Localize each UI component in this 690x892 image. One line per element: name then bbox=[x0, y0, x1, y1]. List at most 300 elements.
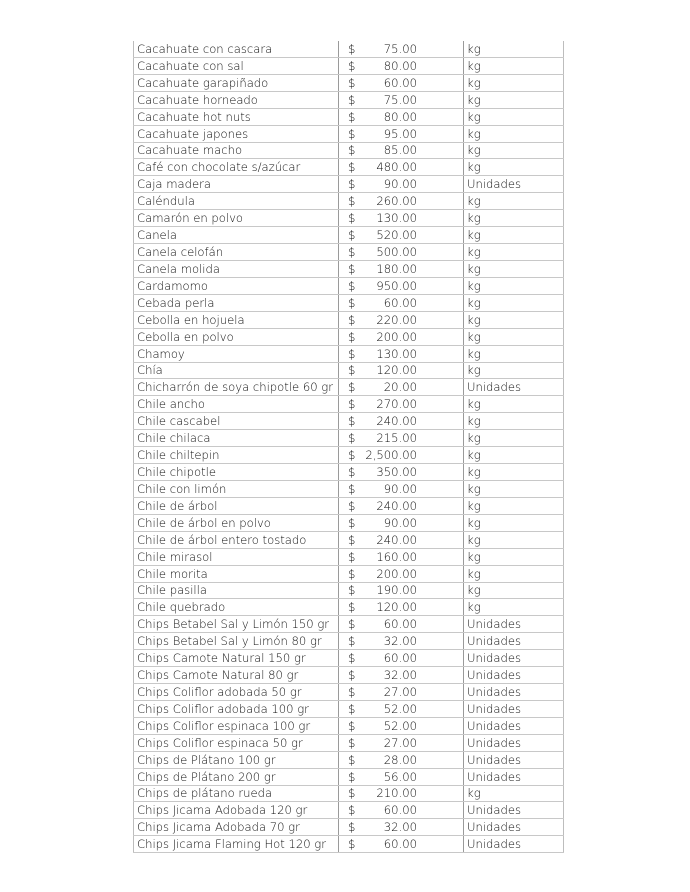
table-row bbox=[134, 464, 564, 481]
price-wrap bbox=[339, 177, 463, 192]
currency-symbol: $ bbox=[348, 684, 356, 699]
table-row bbox=[134, 734, 564, 751]
price-wrap bbox=[339, 143, 463, 158]
price-amount: 60.00 bbox=[383, 803, 417, 818]
price-amount: 500.00 bbox=[376, 244, 417, 259]
price-cell bbox=[339, 734, 464, 751]
table-row bbox=[134, 362, 564, 379]
price-amount: 180.00 bbox=[376, 261, 417, 276]
currency-symbol: $ bbox=[348, 109, 356, 124]
product-name-cell: Cebolla en polvo bbox=[134, 328, 339, 345]
price-cell bbox=[339, 836, 464, 853]
price-cell bbox=[339, 819, 464, 836]
price-cell bbox=[339, 176, 464, 193]
table-row bbox=[134, 650, 564, 667]
unit-cell: kg bbox=[464, 345, 564, 362]
price-cell bbox=[339, 294, 464, 311]
price-wrap bbox=[339, 414, 463, 429]
product-name-cell: Chips de plátano rueda bbox=[134, 785, 339, 802]
unit-cell: kg bbox=[464, 480, 564, 497]
currency-symbol: $ bbox=[348, 58, 356, 73]
product-name-cell: Café con chocolate s/azúcar bbox=[134, 159, 339, 176]
currency-symbol: $ bbox=[348, 549, 356, 564]
price-cell bbox=[339, 514, 464, 531]
price-cell bbox=[339, 328, 464, 345]
product-name-cell: Chips Camote Natural 80 gr bbox=[134, 667, 339, 684]
price-cell bbox=[339, 41, 464, 57]
price-wrap bbox=[339, 634, 463, 649]
price-cell bbox=[339, 311, 464, 328]
currency-symbol: $ bbox=[348, 126, 356, 141]
price-cell bbox=[339, 193, 464, 210]
product-name-cell: Camarón en polvo bbox=[134, 210, 339, 227]
currency-symbol: $ bbox=[348, 380, 356, 395]
price-cell bbox=[339, 159, 464, 176]
price-cell bbox=[339, 277, 464, 294]
price-cell bbox=[339, 379, 464, 396]
price-cell bbox=[339, 74, 464, 91]
product-name-cell: Canela bbox=[134, 227, 339, 244]
unit-cell: kg bbox=[464, 260, 564, 277]
price-cell bbox=[339, 345, 464, 362]
price-wrap bbox=[339, 685, 463, 700]
price-cell bbox=[339, 633, 464, 650]
price-cell bbox=[339, 684, 464, 701]
price-amount: 95.00 bbox=[383, 126, 417, 141]
price-wrap bbox=[339, 330, 463, 345]
price-amount: 80.00 bbox=[383, 58, 417, 73]
product-name-cell: Chips Coliflor adobada 100 gr bbox=[134, 700, 339, 717]
currency-symbol: $ bbox=[348, 414, 356, 429]
table-row bbox=[134, 667, 564, 684]
price-wrap bbox=[339, 245, 463, 260]
table-row bbox=[134, 413, 564, 430]
unit-cell: Unidades bbox=[464, 176, 564, 193]
price-amount: 27.00 bbox=[383, 684, 417, 699]
price-wrap bbox=[339, 397, 463, 412]
unit-cell: Unidades bbox=[464, 751, 564, 768]
table-row bbox=[134, 159, 564, 176]
price-amount: 120.00 bbox=[376, 363, 417, 378]
currency-symbol: $ bbox=[348, 634, 356, 649]
price-cell bbox=[339, 210, 464, 227]
price-amount: 215.00 bbox=[376, 431, 417, 446]
currency-symbol: $ bbox=[348, 583, 356, 598]
price-wrap bbox=[339, 431, 463, 446]
price-amount: 130.00 bbox=[376, 211, 417, 226]
table-row bbox=[134, 176, 564, 193]
table-row bbox=[134, 751, 564, 768]
price-cell bbox=[339, 802, 464, 819]
table-row bbox=[134, 531, 564, 548]
price-cell bbox=[339, 244, 464, 261]
currency-symbol: $ bbox=[348, 177, 356, 192]
price-wrap bbox=[339, 499, 463, 514]
table-row bbox=[134, 41, 564, 57]
table-row bbox=[134, 717, 564, 734]
product-name-cell: Chips Betabel Sal y Limón 80 gr bbox=[134, 633, 339, 650]
product-name-cell: Cacahuate macho bbox=[134, 142, 339, 159]
unit-cell: Unidades bbox=[464, 667, 564, 684]
table-row bbox=[134, 548, 564, 565]
product-name-cell: Chile con limón bbox=[134, 480, 339, 497]
currency-symbol: $ bbox=[348, 481, 356, 496]
currency-symbol: $ bbox=[348, 75, 356, 90]
unit-cell: kg bbox=[464, 362, 564, 379]
unit-cell: kg bbox=[464, 514, 564, 531]
product-name-cell: Chips Jicama Adobada 70 gr bbox=[134, 819, 339, 836]
price-wrap bbox=[339, 313, 463, 328]
product-name-cell: Chile de árbol entero tostado bbox=[134, 531, 339, 548]
unit-cell: kg bbox=[464, 447, 564, 464]
currency-symbol: $ bbox=[348, 464, 356, 479]
product-name-cell: Chips Betabel Sal y Limón 150 gr bbox=[134, 616, 339, 633]
unit-cell: kg bbox=[464, 311, 564, 328]
currency-symbol: $ bbox=[348, 617, 356, 632]
unit-cell: kg bbox=[464, 125, 564, 142]
table-row bbox=[134, 142, 564, 159]
price-wrap bbox=[339, 786, 463, 801]
price-amount: 130.00 bbox=[376, 346, 417, 361]
price-amount: 90.00 bbox=[383, 481, 417, 496]
product-name-cell: Canela molida bbox=[134, 260, 339, 277]
price-cell bbox=[339, 125, 464, 142]
price-wrap bbox=[339, 736, 463, 751]
table-row bbox=[134, 819, 564, 836]
unit-cell: kg bbox=[464, 497, 564, 514]
product-name-cell: Chile cascabel bbox=[134, 413, 339, 430]
price-amount: 20.00 bbox=[383, 380, 417, 395]
currency-symbol: $ bbox=[348, 566, 356, 581]
price-cell bbox=[339, 362, 464, 379]
price-cell bbox=[339, 91, 464, 108]
table-row bbox=[134, 91, 564, 108]
unit-cell: kg bbox=[464, 41, 564, 57]
price-amount: 260.00 bbox=[376, 194, 417, 209]
price-wrap bbox=[339, 127, 463, 142]
price-amount: 240.00 bbox=[376, 532, 417, 547]
product-name-cell: Chile chiltepin bbox=[134, 447, 339, 464]
currency-symbol: $ bbox=[348, 651, 356, 666]
currency-symbol: $ bbox=[348, 261, 356, 276]
price-cell bbox=[339, 616, 464, 633]
price-wrap bbox=[339, 448, 463, 463]
price-cell bbox=[339, 57, 464, 74]
price-wrap bbox=[339, 363, 463, 378]
price-amount: 80.00 bbox=[383, 109, 417, 124]
table-row bbox=[134, 328, 564, 345]
price-cell bbox=[339, 582, 464, 599]
price-wrap bbox=[339, 347, 463, 362]
unit-cell: Unidades bbox=[464, 717, 564, 734]
unit-cell: kg bbox=[464, 74, 564, 91]
price-cell bbox=[339, 142, 464, 159]
unit-cell: kg bbox=[464, 91, 564, 108]
currency-symbol: $ bbox=[348, 837, 356, 852]
price-amount: 27.00 bbox=[383, 735, 417, 750]
price-amount: 90.00 bbox=[383, 177, 417, 192]
price-cell bbox=[339, 480, 464, 497]
price-wrap bbox=[339, 59, 463, 74]
product-name-cell: Cebada perla bbox=[134, 294, 339, 311]
price-wrap bbox=[339, 837, 463, 852]
price-amount: 950.00 bbox=[376, 278, 417, 293]
price-cell bbox=[339, 565, 464, 582]
table-row bbox=[134, 514, 564, 531]
price-cell bbox=[339, 548, 464, 565]
price-cell bbox=[339, 108, 464, 125]
unit-cell: kg bbox=[464, 413, 564, 430]
price-wrap bbox=[339, 76, 463, 91]
unit-cell: kg bbox=[464, 159, 564, 176]
currency-symbol: $ bbox=[348, 803, 356, 818]
price-wrap bbox=[339, 262, 463, 277]
price-cell bbox=[339, 531, 464, 548]
table-row bbox=[134, 396, 564, 413]
unit-cell: kg bbox=[464, 244, 564, 261]
currency-symbol: $ bbox=[348, 397, 356, 412]
table-row bbox=[134, 480, 564, 497]
price-amount: 520.00 bbox=[376, 228, 417, 243]
unit-cell: kg bbox=[464, 531, 564, 548]
table-row bbox=[134, 633, 564, 650]
table-row bbox=[134, 700, 564, 717]
currency-symbol: $ bbox=[348, 143, 356, 158]
table-row bbox=[134, 684, 564, 701]
currency-symbol: $ bbox=[348, 194, 356, 209]
unit-cell: Unidades bbox=[464, 700, 564, 717]
unit-cell: kg bbox=[464, 785, 564, 802]
unit-cell: kg bbox=[464, 464, 564, 481]
unit-cell: Unidades bbox=[464, 802, 564, 819]
unit-cell: Unidades bbox=[464, 379, 564, 396]
table-row bbox=[134, 260, 564, 277]
price-wrap bbox=[339, 651, 463, 666]
price-amount: 200.00 bbox=[376, 329, 417, 344]
price-wrap bbox=[339, 211, 463, 226]
product-name-cell: Chips Camote Natural 150 gr bbox=[134, 650, 339, 667]
price-amount: 52.00 bbox=[383, 701, 417, 716]
price-amount: 350.00 bbox=[376, 464, 417, 479]
price-cell bbox=[339, 667, 464, 684]
table-row bbox=[134, 565, 564, 582]
price-wrap bbox=[339, 702, 463, 717]
product-name-cell: Chile de árbol en polvo bbox=[134, 514, 339, 531]
product-name-cell: Caja madera bbox=[134, 176, 339, 193]
price-amount: 75.00 bbox=[383, 41, 417, 56]
price-wrap bbox=[339, 567, 463, 582]
table-row bbox=[134, 227, 564, 244]
price-amount: 220.00 bbox=[376, 312, 417, 327]
price-wrap bbox=[339, 194, 463, 209]
price-amount: 60.00 bbox=[383, 651, 417, 666]
table-row bbox=[134, 210, 564, 227]
unit-cell: kg bbox=[464, 57, 564, 74]
currency-symbol: $ bbox=[348, 600, 356, 615]
price-list-table bbox=[133, 41, 564, 853]
price-cell bbox=[339, 751, 464, 768]
price-cell bbox=[339, 785, 464, 802]
price-amount: 75.00 bbox=[383, 92, 417, 107]
product-name-cell: Chips Coliflor adobada 50 gr bbox=[134, 684, 339, 701]
price-wrap bbox=[339, 160, 463, 175]
price-wrap bbox=[339, 753, 463, 768]
price-wrap bbox=[339, 770, 463, 785]
table-row bbox=[134, 616, 564, 633]
price-wrap bbox=[339, 803, 463, 818]
product-name-cell: Chía bbox=[134, 362, 339, 379]
currency-symbol: $ bbox=[348, 244, 356, 259]
unit-cell: kg bbox=[464, 328, 564, 345]
product-name-cell: Chile quebrado bbox=[134, 599, 339, 616]
price-amount: 90.00 bbox=[383, 515, 417, 530]
price-wrap bbox=[339, 93, 463, 108]
unit-cell: kg bbox=[464, 565, 564, 582]
table-row bbox=[134, 108, 564, 125]
price-cell bbox=[339, 227, 464, 244]
table-row bbox=[134, 277, 564, 294]
price-cell bbox=[339, 700, 464, 717]
price-amount: 28.00 bbox=[383, 752, 417, 767]
price-wrap bbox=[339, 42, 463, 57]
table-row bbox=[134, 125, 564, 142]
product-name-cell: Cacahuate japones bbox=[134, 125, 339, 142]
table-row bbox=[134, 294, 564, 311]
price-wrap bbox=[339, 533, 463, 548]
product-name-cell: Caléndula bbox=[134, 193, 339, 210]
table-row bbox=[134, 785, 564, 802]
price-cell bbox=[339, 447, 464, 464]
table-row bbox=[134, 802, 564, 819]
price-cell bbox=[339, 464, 464, 481]
unit-cell: kg bbox=[464, 227, 564, 244]
table-row bbox=[134, 311, 564, 328]
product-name-cell: Chips Jicama Adobada 120 gr bbox=[134, 802, 339, 819]
unit-cell: kg bbox=[464, 142, 564, 159]
price-amount: 32.00 bbox=[383, 634, 417, 649]
price-wrap bbox=[339, 583, 463, 598]
product-name-cell: Cacahuate garapiñado bbox=[134, 74, 339, 91]
price-cell bbox=[339, 260, 464, 277]
currency-symbol: $ bbox=[348, 786, 356, 801]
price-amount: 60.00 bbox=[383, 75, 417, 90]
unit-cell: Unidades bbox=[464, 650, 564, 667]
currency-symbol: $ bbox=[348, 769, 356, 784]
unit-cell: kg bbox=[464, 210, 564, 227]
product-name-cell: Chile ancho bbox=[134, 396, 339, 413]
price-amount: 32.00 bbox=[383, 668, 417, 683]
price-amount: 200.00 bbox=[376, 566, 417, 581]
product-name-cell: Chile de árbol bbox=[134, 497, 339, 514]
table-row bbox=[134, 244, 564, 261]
price-amount: 120.00 bbox=[376, 600, 417, 615]
unit-cell: Unidades bbox=[464, 819, 564, 836]
price-amount: 480.00 bbox=[376, 160, 417, 175]
price-amount: 190.00 bbox=[376, 583, 417, 598]
product-name-cell: Chips Coliflor espinaca 100 gr bbox=[134, 717, 339, 734]
product-name-cell: Cacahuate hot nuts bbox=[134, 108, 339, 125]
currency-symbol: $ bbox=[348, 718, 356, 733]
price-amount: 32.00 bbox=[383, 820, 417, 835]
price-amount: 85.00 bbox=[383, 143, 417, 158]
table-row bbox=[134, 836, 564, 853]
price-cell bbox=[339, 768, 464, 785]
currency-symbol: $ bbox=[348, 228, 356, 243]
price-wrap bbox=[339, 820, 463, 835]
currency-symbol: $ bbox=[348, 160, 356, 175]
currency-symbol: $ bbox=[348, 701, 356, 716]
price-amount: 60.00 bbox=[383, 617, 417, 632]
unit-cell: Unidades bbox=[464, 836, 564, 853]
unit-cell: kg bbox=[464, 108, 564, 125]
product-name-cell: Cacahuate horneado bbox=[134, 91, 339, 108]
currency-symbol: $ bbox=[348, 278, 356, 293]
unit-cell: kg bbox=[464, 430, 564, 447]
product-name-cell: Chips de Plátano 100 gr bbox=[134, 751, 339, 768]
price-amount: 60.00 bbox=[383, 295, 417, 310]
product-name-cell: Chile morita bbox=[134, 565, 339, 582]
unit-cell: kg bbox=[464, 277, 564, 294]
price-wrap bbox=[339, 482, 463, 497]
unit-cell: kg bbox=[464, 193, 564, 210]
price-amount: 160.00 bbox=[376, 549, 417, 564]
table-row bbox=[134, 57, 564, 74]
product-name-cell: Cardamomo bbox=[134, 277, 339, 294]
currency-symbol: $ bbox=[348, 752, 356, 767]
unit-cell: kg bbox=[464, 548, 564, 565]
price-amount: 52.00 bbox=[383, 718, 417, 733]
price-wrap bbox=[339, 296, 463, 311]
product-name-cell: Chips de Plátano 200 gr bbox=[134, 768, 339, 785]
product-name-cell: Chips Coliflor espinaca 50 gr bbox=[134, 734, 339, 751]
table-row bbox=[134, 582, 564, 599]
unit-cell: kg bbox=[464, 396, 564, 413]
price-wrap bbox=[339, 719, 463, 734]
price-amount: 240.00 bbox=[376, 498, 417, 513]
currency-symbol: $ bbox=[348, 498, 356, 513]
price-list-body bbox=[134, 41, 564, 853]
unit-cell: kg bbox=[464, 582, 564, 599]
currency-symbol: $ bbox=[348, 532, 356, 547]
unit-cell: Unidades bbox=[464, 768, 564, 785]
currency-symbol: $ bbox=[348, 515, 356, 530]
currency-symbol: $ bbox=[348, 735, 356, 750]
table-row bbox=[134, 193, 564, 210]
price-amount: 2,500.00 bbox=[365, 448, 417, 463]
product-name-cell: Cacahuate con cascara bbox=[134, 41, 339, 57]
table-row bbox=[134, 497, 564, 514]
price-amount: 270.00 bbox=[376, 397, 417, 412]
price-wrap bbox=[339, 617, 463, 632]
price-amount: 56.00 bbox=[383, 769, 417, 784]
currency-symbol: $ bbox=[348, 211, 356, 226]
product-name-cell: Cacahuate con sal bbox=[134, 57, 339, 74]
price-cell bbox=[339, 413, 464, 430]
price-wrap bbox=[339, 228, 463, 243]
currency-symbol: $ bbox=[348, 431, 356, 446]
product-name-cell: Chile mirasol bbox=[134, 548, 339, 565]
product-name-cell: Canela celofán bbox=[134, 244, 339, 261]
currency-symbol: $ bbox=[348, 312, 356, 327]
currency-symbol: $ bbox=[348, 363, 356, 378]
price-wrap bbox=[339, 279, 463, 294]
currency-symbol: $ bbox=[348, 820, 356, 835]
price-wrap bbox=[339, 110, 463, 125]
product-name-cell: Cebolla en hojuela bbox=[134, 311, 339, 328]
unit-cell: Unidades bbox=[464, 734, 564, 751]
product-name-cell: Chile chilaca bbox=[134, 430, 339, 447]
table-row bbox=[134, 599, 564, 616]
